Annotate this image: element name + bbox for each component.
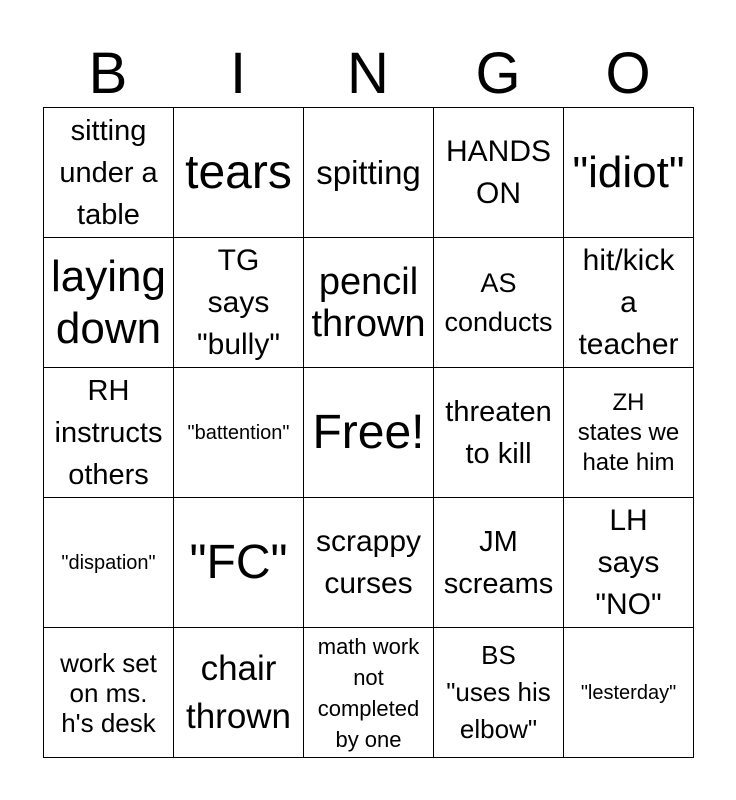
cell-text: laying down bbox=[51, 251, 166, 353]
cell-text: RH instructs others bbox=[54, 374, 163, 491]
bingo-cell[interactable] bbox=[434, 108, 564, 238]
cell-text: BS "uses his elbow" bbox=[446, 640, 551, 744]
cell-text: "dispation" bbox=[61, 551, 156, 574]
bingo-cell[interactable] bbox=[174, 628, 304, 758]
bingo-cell[interactable] bbox=[44, 368, 174, 498]
cell-text: ZH states we hate him bbox=[577, 388, 680, 476]
bingo-cell[interactable] bbox=[434, 238, 564, 368]
cell-text: "FC" bbox=[189, 535, 288, 589]
cell-text: chair thrown bbox=[185, 648, 292, 736]
bingo-cell[interactable] bbox=[304, 498, 434, 628]
bingo-cell[interactable] bbox=[434, 498, 564, 628]
cell-text: LH says "NO" bbox=[595, 503, 662, 621]
bingo-cell[interactable] bbox=[434, 368, 564, 498]
cell-text: tears bbox=[185, 145, 292, 199]
cell-text: pencil thrown bbox=[311, 260, 426, 345]
header-letter-b: B bbox=[88, 41, 128, 106]
bingo-cell[interactable] bbox=[304, 628, 434, 758]
cell-text: JM screams bbox=[443, 525, 554, 600]
cell-text: AS conducts bbox=[444, 267, 553, 337]
cell-text: Free! bbox=[312, 405, 425, 459]
cell-text: spitting bbox=[316, 153, 421, 191]
header-letter-i: I bbox=[229, 41, 247, 106]
bingo-board bbox=[43, 107, 694, 758]
bingo-cell[interactable] bbox=[44, 498, 174, 628]
bingo-cell[interactable] bbox=[174, 108, 304, 238]
cell-text: TG says "bully" bbox=[197, 243, 280, 361]
bingo-cell[interactable] bbox=[44, 238, 174, 368]
header-letter-g: G bbox=[475, 41, 521, 106]
cell-text: sitting under a table bbox=[59, 114, 158, 231]
cell-text: "idiot" bbox=[572, 147, 685, 197]
bingo-cell[interactable] bbox=[564, 628, 694, 758]
cell-text: "battention" bbox=[187, 421, 290, 444]
cell-text: HANDS ON bbox=[445, 134, 551, 210]
bingo-cell[interactable] bbox=[174, 368, 304, 498]
bingo-cell[interactable] bbox=[304, 108, 434, 238]
bingo-cell[interactable] bbox=[174, 498, 304, 628]
bingo-cell[interactable] bbox=[174, 238, 304, 368]
bingo-cell[interactable] bbox=[564, 238, 694, 368]
cell-text: "lesterday" bbox=[580, 681, 677, 704]
header-letter-o: O bbox=[605, 41, 651, 106]
bingo-header bbox=[43, 40, 693, 108]
cell-text: scrappy curses bbox=[315, 524, 422, 600]
bingo-cell[interactable] bbox=[434, 628, 564, 758]
bingo-cell[interactable] bbox=[564, 108, 694, 238]
header-letter-n: N bbox=[347, 41, 389, 106]
cell-text: hit/kick a teacher bbox=[578, 243, 679, 361]
bingo-cell[interactable] bbox=[44, 628, 174, 758]
bingo-cell[interactable] bbox=[564, 368, 694, 498]
bingo-cell[interactable] bbox=[304, 238, 434, 368]
bingo-cell[interactable] bbox=[564, 498, 694, 628]
cell-text: work set on ms. h's desk bbox=[60, 647, 157, 738]
free-space[interactable] bbox=[304, 368, 434, 498]
bingo-cell[interactable] bbox=[44, 108, 174, 238]
cell-text: threaten to kill bbox=[445, 395, 552, 470]
cell-text: math work not completed by one bbox=[317, 633, 420, 752]
